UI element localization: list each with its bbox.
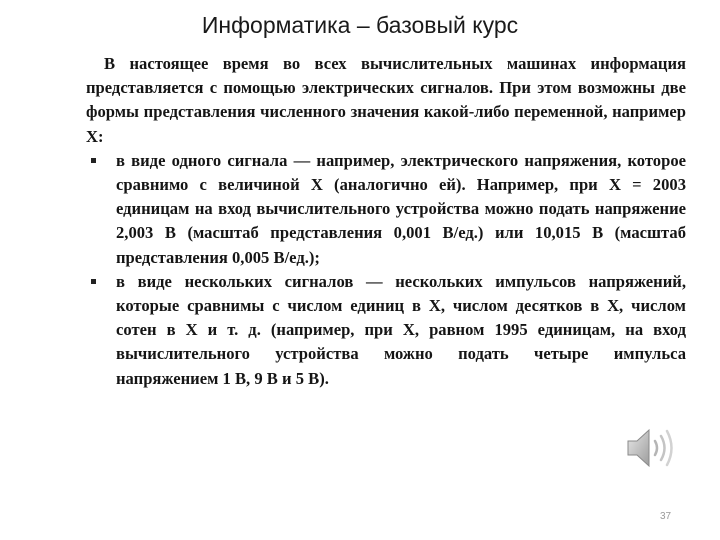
slide-title: Информатика – базовый курс	[201, 12, 519, 38]
list-item-text: в виде одного сигнала — например, электрического напряжения, которое сравнимо с величиной X (аналогично ей). Например, при X = 2003 единицам на вход вычислительного устройства можно подать напряжение 2,003 В (масштаб представления 0,001 В/ед.) или 10,015 В (масштаб представления 0,005 В/ед.);	[116, 150, 686, 267]
speaker-icon[interactable]	[624, 424, 676, 472]
intro-paragraph: В настоящее время во всех вычислительных машинах информация представляется с помощью электрических сигналов. При этом возможны две формы представления численного значения какой-либо переменной, например X:	[86, 54, 686, 146]
list-item	[86, 270, 686, 391]
square-bullet-icon	[91, 279, 96, 284]
page-number: 37	[660, 511, 672, 522]
bullet-list	[86, 149, 686, 391]
list-item	[86, 149, 686, 270]
square-bullet-icon	[91, 158, 96, 163]
list-item-text: в виде нескольких сигналов — нескольких импульсов напряжений, которые сравнимы с числом единиц в X, числом десятков в X, числом сотен в X и т. д. (например, при X, равном 1995 единицам, на вход вычислительного устройства можно подать четыре импульса напряжением 1 В, 9 В и 5 В).	[116, 271, 686, 388]
scanned-text-block	[86, 52, 686, 391]
